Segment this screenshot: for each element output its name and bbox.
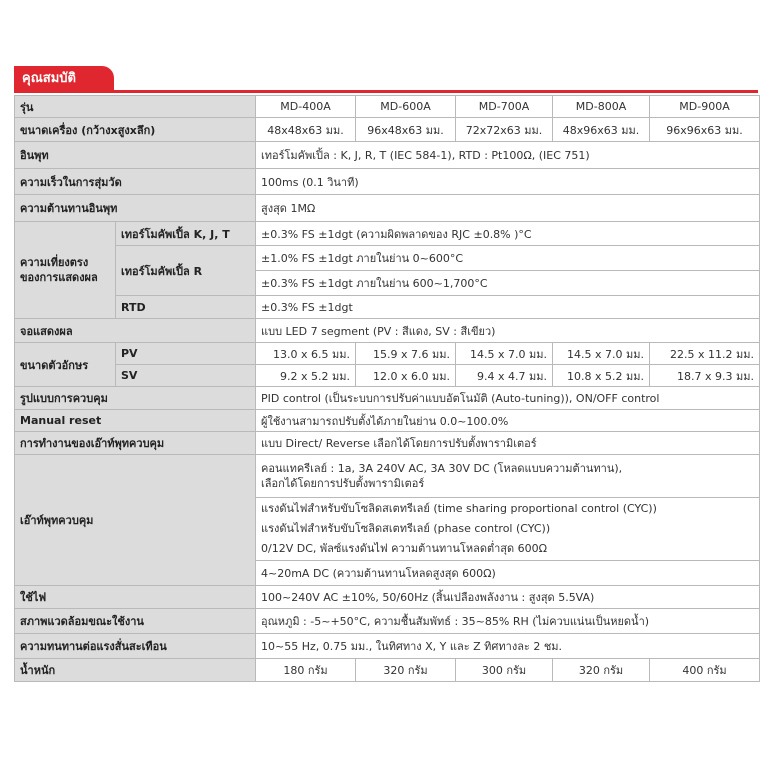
sampling-value: 100ms (0.1 วินาที) <box>256 169 760 195</box>
table-row <box>15 659 760 682</box>
size-cell: 96x48x63 มม. <box>356 118 456 142</box>
row-label: รุ่น <box>15 96 256 118</box>
weight-cell: 400 กรัม <box>650 659 760 682</box>
row-label: ความเร็วในการสุ่มวัด <box>15 169 256 195</box>
vibration-value: 10~55 Hz, 0.75 มม., ในทิศทาง X, Y และ Z ทิศทางละ 2 ชม. <box>256 634 760 659</box>
input-resistance-value: สูงสุด 1MΩ <box>256 195 760 222</box>
weight-cell: 320 กรัม <box>553 659 650 682</box>
ssr-line: 0/12V DC, พัลซ์แรงดันไฟ ความต้านทานโหลดต่ำสุด 600Ω <box>261 542 548 555</box>
weight-cell: 180 กรัม <box>256 659 356 682</box>
model-cell: MD-600A <box>356 96 456 118</box>
input-value: เทอร์โมคัพเปิ้ล : K, J, R, T (IEC 584-1), RTD : Pt100Ω, (IEC 751) <box>256 142 760 169</box>
row-label: ขนาดเครื่อง (กว้างxสูงxลึก) <box>15 118 256 142</box>
accuracy-label <box>15 222 116 319</box>
section-title: คุณสมบัติ <box>14 66 114 92</box>
table-row <box>15 296 760 319</box>
row-label: จอแสดงผล <box>15 319 256 343</box>
accuracy-sub-label: เทอร์โมคัพเปิ้ล R <box>116 246 256 296</box>
accuracy-label-line2: ของการแสดงผล <box>20 271 98 284</box>
size-cell: 72x72x63 มม. <box>456 118 553 142</box>
table-row <box>15 118 760 142</box>
output-action-value: แบบ Direct/ Reverse เลือกได้โดยการปรับตั้งพารามิเตอร์ <box>256 432 760 455</box>
table-row <box>15 387 760 410</box>
table-row <box>15 609 760 634</box>
char-size-sub-label: PV <box>116 343 256 365</box>
table-row <box>15 222 760 246</box>
table-row <box>15 96 760 118</box>
table-row <box>15 432 760 455</box>
accuracy-label-line1: ความเที่ยงตรง <box>20 256 89 269</box>
sv-size-cell: 9.2 x 5.2 มม. <box>256 365 356 387</box>
table-row <box>15 365 760 387</box>
table-row <box>15 142 760 169</box>
model-cell: MD-400A <box>256 96 356 118</box>
accuracy-tc-r-value1: ±1.0% FS ±1dgt ภายในย่าน 0~600°C <box>256 246 760 271</box>
table-row <box>15 169 760 195</box>
row-label: ใช้ไฟ <box>15 586 256 609</box>
section-rule <box>14 90 758 93</box>
relay-line: เลือกได้โดยการปรับตั้งพารามิเตอร์ <box>261 477 425 490</box>
char-size-sub-label: SV <box>116 365 256 387</box>
table-row <box>15 455 760 498</box>
pv-size-cell: 14.5 x 7.0 มม. <box>456 343 553 365</box>
section-header <box>14 66 758 92</box>
relay-line: คอนแทครีเลย์ : 1a, 3A 240V AC, 3A 30V DC (โหลดแบบความต้านทาน), <box>261 462 623 475</box>
size-cell: 96x96x63 มม. <box>650 118 760 142</box>
row-label: Manual reset <box>15 410 256 432</box>
model-cell: MD-700A <box>456 96 553 118</box>
control-output-relay <box>256 455 760 498</box>
table-row <box>15 586 760 609</box>
row-label: ความทนทานต่อแรงสั่นสะเทือน <box>15 634 256 659</box>
ssr-line: แรงดันไฟสำหรับขับโซลิดสเตทรีเลย์ (time sharing proportional control (CYC)) <box>261 502 657 515</box>
spec-table <box>14 95 760 682</box>
sv-size-cell: 18.7 x 9.3 มม. <box>650 365 760 387</box>
model-cell: MD-900A <box>650 96 760 118</box>
row-label: การทำงานของเอ๊าท์พุทควบคุม <box>15 432 256 455</box>
power-value: 100~240V AC ±10%, 50/60Hz (สิ้นเปลืองพลังงาน : สูงสุด 5.5VA) <box>256 586 760 609</box>
manual-reset-value: ผู้ใช้งานสามารถปรับตั้งได้ภายในย่าน 0.0~100.0% <box>256 410 760 432</box>
model-cell: MD-800A <box>553 96 650 118</box>
pv-size-cell: 14.5 x 7.0 มม. <box>553 343 650 365</box>
char-size-label: ขนาดตัวอักษร <box>15 343 116 387</box>
environment-value: อุณหภูมิ : -5~+50°C, ความชื้นสัมพัทธ์ : 35~85% RH (ไม่ควบแน่นเป็นหยดน้ำ) <box>256 609 760 634</box>
pv-size-cell: 15.9 x 7.6 มม. <box>356 343 456 365</box>
weight-cell: 320 กรัม <box>356 659 456 682</box>
table-row <box>15 410 760 432</box>
table-row <box>15 246 760 271</box>
accuracy-rtd-value: ±0.3% FS ±1dgt <box>256 296 760 319</box>
control-output-label: เอ๊าท์พุทควบคุม <box>15 455 256 586</box>
size-cell: 48x48x63 มม. <box>256 118 356 142</box>
table-row <box>15 319 760 343</box>
accuracy-sub-label: เทอร์โมคัพเปิ้ล K, J, T <box>116 222 256 246</box>
table-row <box>15 634 760 659</box>
accuracy-tc-kjt-value: ±0.3% FS ±1dgt (ความผิดพลาดของ RJC ±0.8% )°C <box>256 222 760 246</box>
pv-size-cell: 13.0 x 6.5 มม. <box>256 343 356 365</box>
weight-cell: 300 กรัม <box>456 659 553 682</box>
table-row <box>15 343 760 365</box>
size-cell: 48x96x63 มม. <box>553 118 650 142</box>
table-row <box>15 195 760 222</box>
sv-size-cell: 12.0 x 6.0 มม. <box>356 365 456 387</box>
row-label: ความต้านทานอินพุท <box>15 195 256 222</box>
ssr-line: แรงดันไฟสำหรับขับโซลิดสเตทรีเลย์ (phase control (CYC)) <box>261 522 551 535</box>
sv-size-cell: 9.4 x 4.7 มม. <box>456 365 553 387</box>
row-label: รูปแบบการควบคุม <box>15 387 256 410</box>
row-label: สภาพแวดล้อมขณะใช้งาน <box>15 609 256 634</box>
control-type-value: PID control (เป็นระบบการปรับค่าแบบอัตโนมัติ (Auto-tuning)), ON/OFF control <box>256 387 760 410</box>
sv-size-cell: 10.8 x 5.2 มม. <box>553 365 650 387</box>
accuracy-tc-r-value2: ±0.3% FS ±1dgt ภายในย่าน 600~1,700°C <box>256 271 760 296</box>
display-value: แบบ LED 7 segment (PV : สีแดง, SV : สีเขียว) <box>256 319 760 343</box>
row-label: น้ำหนัก <box>15 659 256 682</box>
pv-size-cell: 22.5 x 11.2 มม. <box>650 343 760 365</box>
accuracy-sub-label: RTD <box>116 296 256 319</box>
control-output-ssr <box>256 498 760 561</box>
control-output-current: 4~20mA DC (ความต้านทานโหลดสูงสุด 600Ω) <box>256 561 760 586</box>
row-label: อินพุท <box>15 142 256 169</box>
